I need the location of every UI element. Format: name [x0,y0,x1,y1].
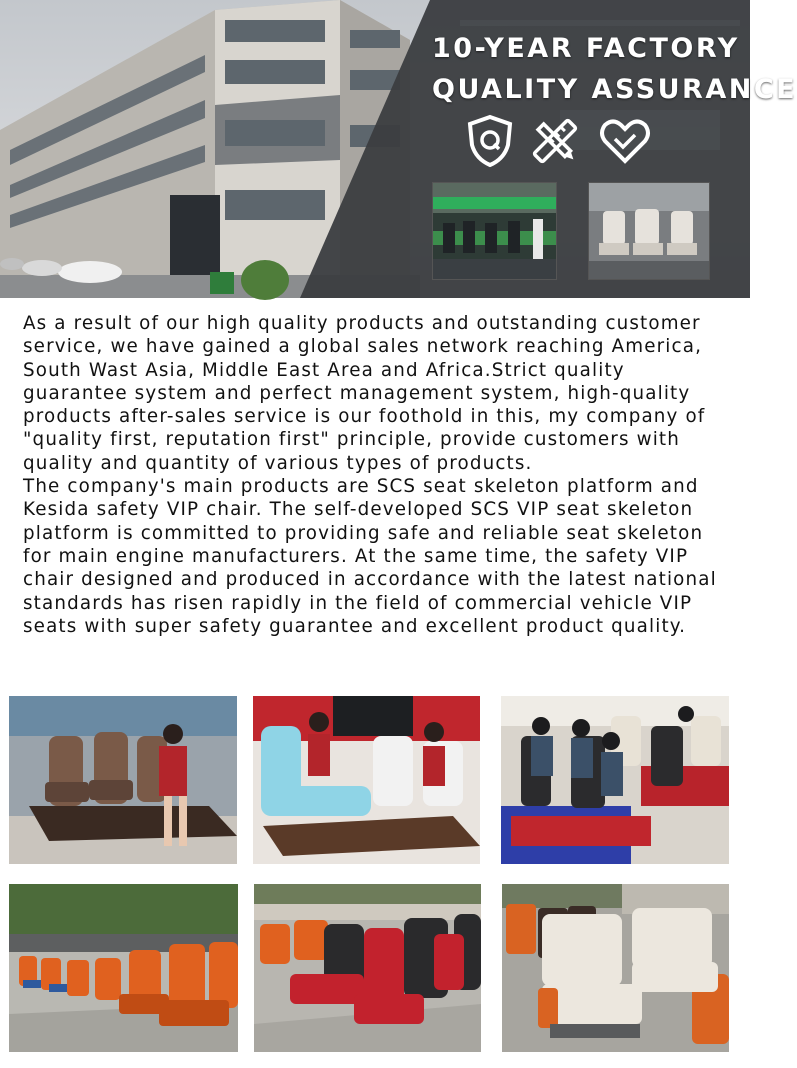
exhibition-brown-seats-photo [9,696,237,864]
outdoor-orange-seats-photo [9,884,238,1052]
banner-heading-line2: QUALITY ASSURANCE [432,74,797,105]
exhibition-black-seats-visitors-photo [501,696,729,864]
tools-icon [527,113,583,169]
assembly-line-photo [432,182,557,280]
company-introduction [23,312,735,638]
exhibition-blue-seats-photo [253,696,480,864]
intro-paragraph-1: As a result of our high quality products and outstanding customer service, we have gained a global sales network reaching America, South Wast Asia, Middle East Area and Africa.Strict quality guarantee system and perfect management system, high-quality products after-sales service is our foothold in this, my company of "quality first, reputation first" principle, provide customers with quality and quantity of various types of products. [23,313,706,474]
quality-shield-icon [462,113,518,169]
banner-heading-line1: 10-YEAR FACTORY [432,33,740,64]
seat-workshop-photo [588,182,710,280]
handshake-heart-icon [597,113,653,169]
outdoor-white-orange-benches-photo [502,884,729,1052]
factory-banner [0,0,797,298]
intro-paragraph-2: The company's main products are SCS seat skeleton platform and Kesida safety VIP chair. The self-developed SCS VIP seat skeleton platform is committed to providing safe and reliable seat skeleton for main engine manufacturers. At the same time, the safety VIP chair designed and produced in accordance with the latest national standards has risen rapidly in the field of commercial vehicle VIP seats with super safety guarantee and excellent product quality. [23,476,717,637]
outdoor-red-seats-photo [254,884,481,1052]
